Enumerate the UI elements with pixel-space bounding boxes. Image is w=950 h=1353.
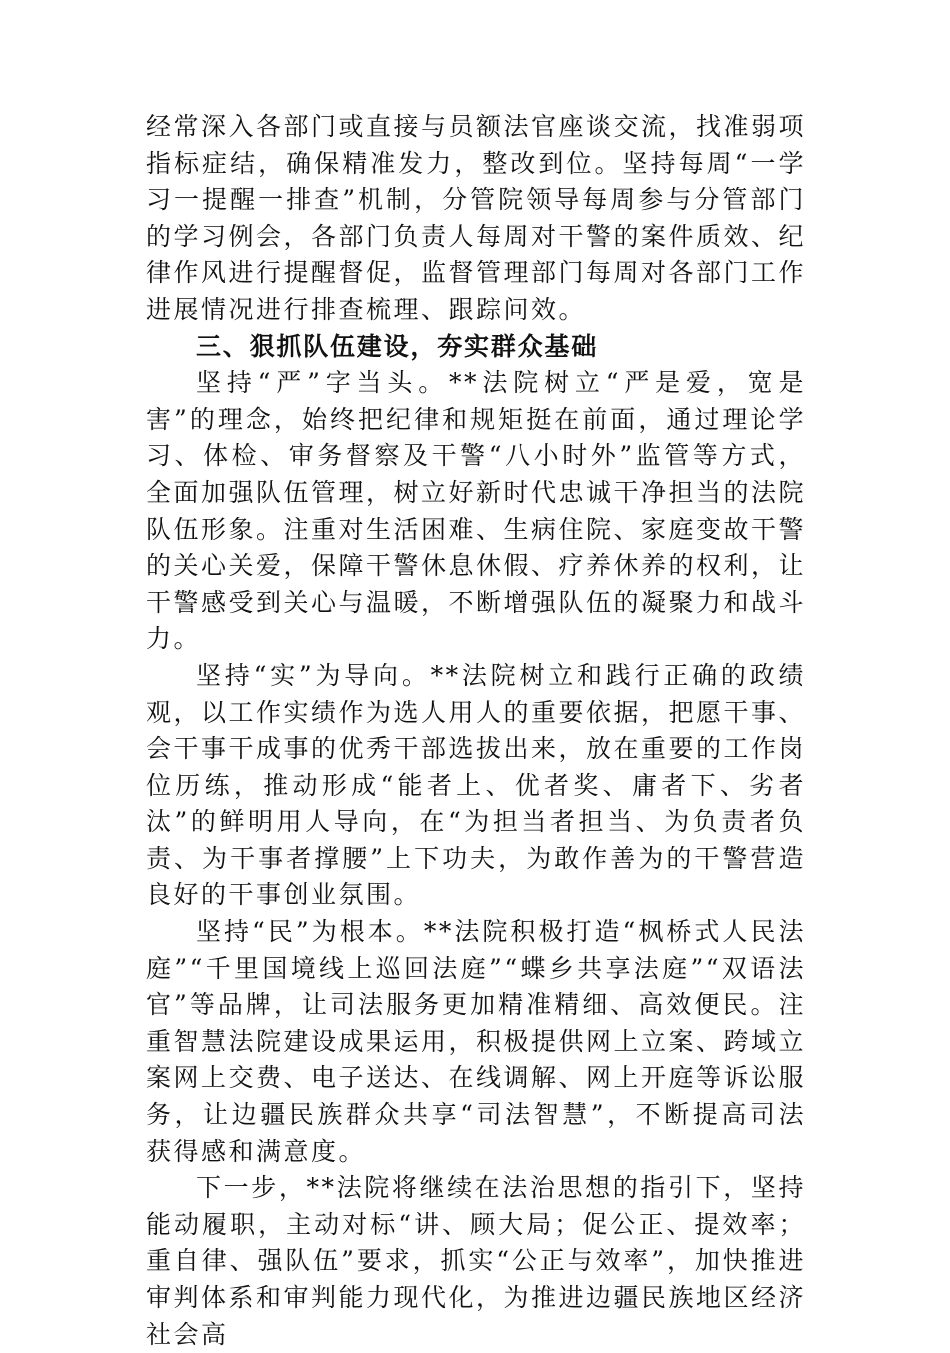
paragraph-people-foundation: 坚持“民”为根本。**法院积极打造“枫桥式人民法庭”“千里国境线上巡回法庭”“蝶乡共享法庭”“双语法官”等品牌，让司法服务更加精准精细、高效便民。注重智慧法院建设成果运用，积极提供网上立案、跨域立案网上交费、电子送达、在线调解、网上开庭等诉讼服务，让边疆民族群众共享“司法智慧”，不断提高司法获得感和满意度。 [146,917,807,1166]
paragraph-next-steps: 下一步，**法院将继续在法治思想的指引下，坚持能动履职，主动对标“讲、顾大局；促公正、提效率；重自律、强队伍”要求，抓实“公正与效率”，加快推进审判体系和审判能力现代化，为推进边疆民族地区经济社会高 [146,1173,807,1349]
paragraph-continuation: 经常深入各部门或直接与员额法官座谈交流，找准弱项指标症结，确保精准发力，整改到位。坚持每周“一学习一提醒一排查”机制，分管院领导每周参与分管部门的学习例会，各部门负责人每周对干警的案件质效、纪律作风进行提醒督促，监督管理部门每周对各部门工作进展情况进行排查梳理、跟踪问效。 [146,112,807,324]
section-heading: 三、狠抓队伍建设，夯实群众基础 [196,331,599,361]
paragraph-strict-discipline: 坚持“严”字当头。**法院树立“严是爱，宽是害”的理念，始终把纪律和规矩挺在前面，通过理论学习、体检、审务督察及干警“八小时外”监管等方式，全面加强队伍管理，树立好新时代忠诚干净担当的法院队伍形象。注重对生活困难、生病住院、家庭变故干警的关心关爱，保障干警休息休假、疗养休养的权利，让干警感受到关心与温暖，不断增强队伍的凝聚力和战斗力。 [146,368,807,654]
paragraph-practical-orientation: 坚持“实”为导向。**法院树立和践行正确的政绩观，以工作实绩作为选人用人的重要依据，把愿干事、会干事干成事的优秀干部选拔出来，放在重要的工作岗位历练，推动形成“能者上、优者奖、庸者下、劣者汰”的鲜明用人导向，在“为担当者担当、为负责者负责、为干事者撑腰”上下功夫，为敢作善为的干警营造良好的干事创业氛围。 [146,660,807,910]
document-body [146,109,806,1353]
